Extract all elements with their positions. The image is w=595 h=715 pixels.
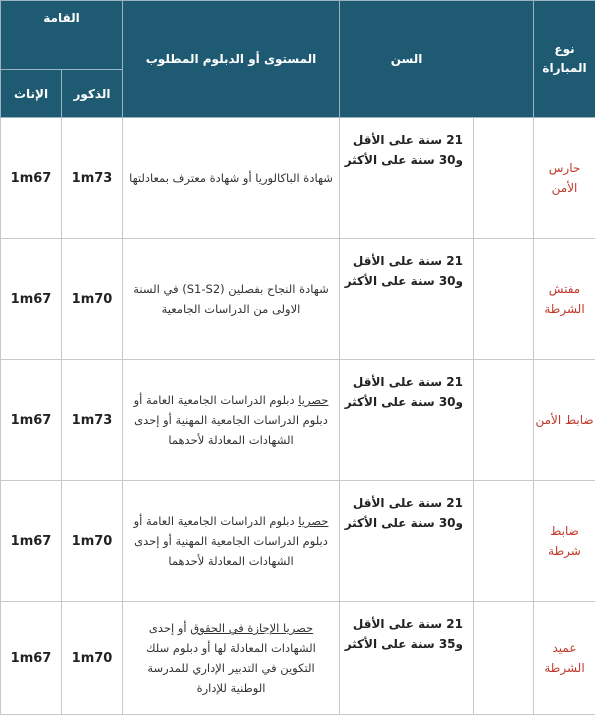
type-header [534,1,595,118]
competition-type: مفتش الشرطة [534,239,595,360]
age-range [340,602,474,715]
table-row [1,118,595,239]
required-level-text: شهادة الباكالوريا أو شهادة معترف بمعادلتها [129,171,333,185]
required-level [123,239,340,360]
male-height: 1m73 [62,360,123,481]
type-header-line2: المباراة [534,59,595,78]
max-age: و35 سنة على الأكثر [340,634,463,654]
type-header-line1: نوع [534,40,595,59]
female-height: 1m67 [1,239,62,360]
competition-type: ضابط شرطة [534,481,595,602]
height-group-header: القامة [1,1,123,70]
table-row [1,239,595,360]
min-age: 21 سنة على الأقل [340,130,463,150]
males-header: الذكور [62,70,123,118]
required-level-text: شهادة النجاح بفصلين (S1-S2) في السنة الاولى من الدراسات الجامعية [133,282,328,316]
required-level-text: أو إحدى الشهادات المعادلة لها أو دبلوم سلك التكوين في التدبير الإداري للمدرسة الوطنية للإدارة [146,621,316,695]
age-range [340,118,474,239]
min-age: 21 سنة على الأقل [340,372,463,392]
competition-type: عميد الشرطة [534,602,595,715]
female-height: 1m67 [1,481,62,602]
male-height: 1m70 [62,481,123,602]
required-level-emphasis: حصريا الإجازة في الحقوق [190,621,313,635]
required-level [123,118,340,239]
age-range [340,239,474,360]
required-level [123,360,340,481]
females-header: الإناث [1,70,62,118]
table-row [1,360,595,481]
empty-cell [474,118,534,239]
min-age: 21 سنة على الأقل [340,614,463,634]
table-row [1,602,595,715]
competition-type: ضابط الأمن [534,360,595,481]
max-age: و30 سنة على الأكثر [340,271,463,291]
female-height: 1m67 [1,602,62,715]
age-range [340,360,474,481]
required-level-text: دبلوم الدراسات الجامعية العامة أو دبلوم الدراسات الجامعية المهنية أو إحدى الشهادات المعادلة لأحدهما [134,514,328,568]
empty-cell [474,481,534,602]
min-age: 21 سنة على الأقل [340,251,463,271]
age-range [340,481,474,602]
age-header-label: السن [391,52,423,66]
female-height: 1m67 [1,360,62,481]
empty-cell [474,360,534,481]
table-row [1,481,595,602]
required-level-emphasis: حصريا [298,393,328,407]
max-age: و30 سنة على الأكثر [340,513,463,533]
required-level [123,602,340,715]
age-header [340,1,534,118]
male-height: 1m70 [62,602,123,715]
required-level [123,481,340,602]
max-age: و30 سنة على الأكثر [340,150,463,170]
required-level-emphasis: حصريا [298,514,328,528]
female-height: 1m67 [1,118,62,239]
empty-cell [474,602,534,715]
competition-type: حارس الأمن [534,118,595,239]
male-height: 1m73 [62,118,123,239]
min-age: 21 سنة على الأقل [340,493,463,513]
male-height: 1m70 [62,239,123,360]
max-age: و30 سنة على الأكثر [340,392,463,412]
required-level-text: دبلوم الدراسات الجامعية العامة أو دبلوم الدراسات الجامعية المهنية أو إحدى الشهادات المعادلة لأحدهما [134,393,328,447]
empty-cell [474,239,534,360]
level-header: المستوى أو الدبلوم المطلوب [123,1,340,118]
